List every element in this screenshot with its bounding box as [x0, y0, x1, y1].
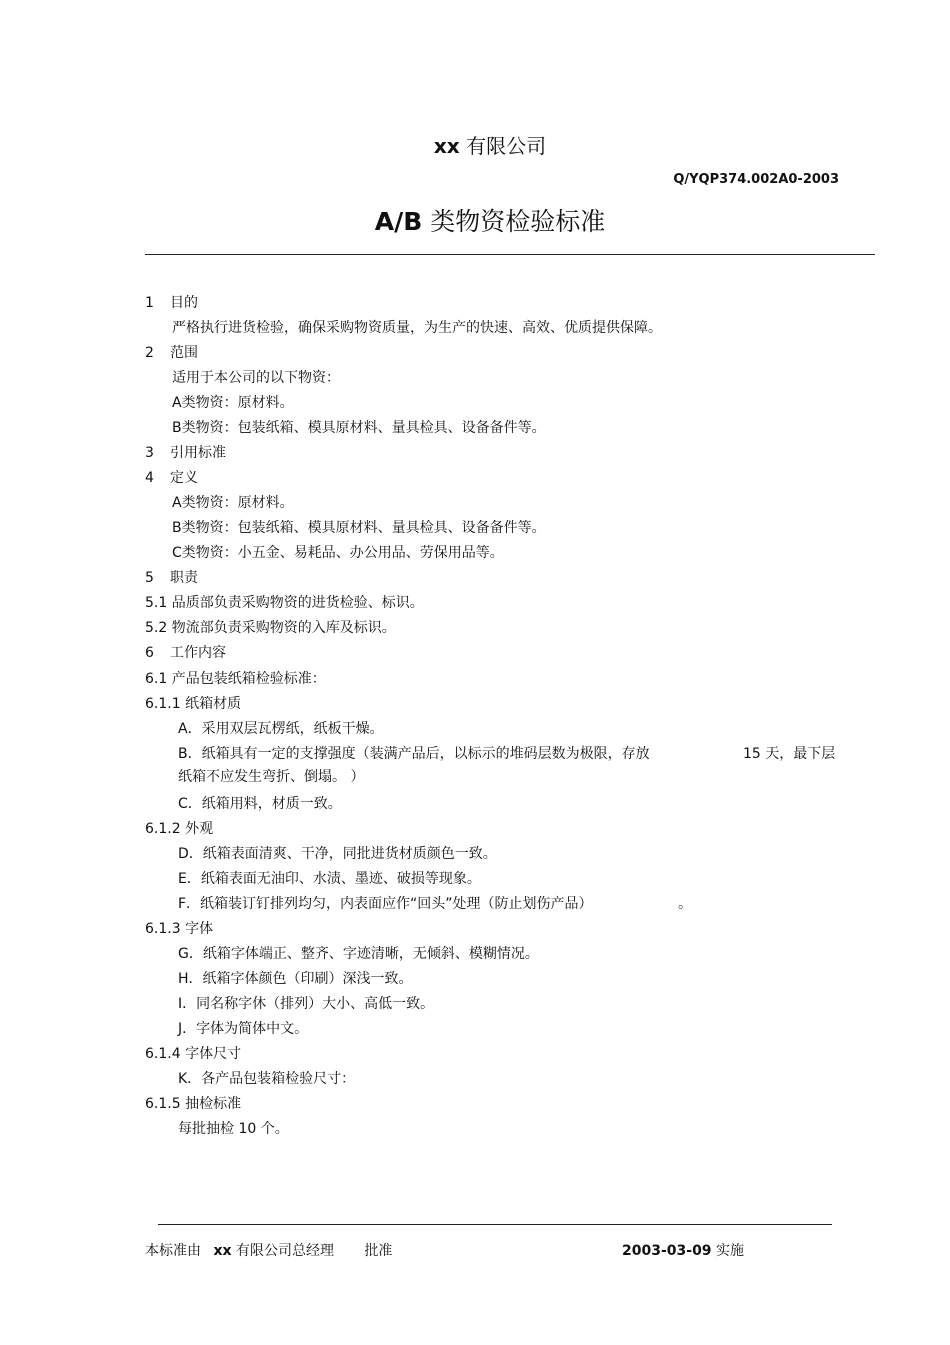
section-number: 1 — [145, 295, 154, 311]
section-title: 范围 — [170, 345, 198, 361]
section-6-1: 6.1 产品包装纸箱检验标准： — [145, 671, 326, 687]
section-number: 5 — [145, 570, 154, 586]
section-2-item-a: A类物资：原材料。 — [172, 395, 294, 411]
item-b-line-2: 纸箱不应发生弯折、倒塌。 ） — [178, 769, 365, 785]
section-number: 2 — [145, 345, 154, 361]
section-6-1-5: 6.1.5 抽检标准 — [145, 1096, 242, 1112]
header-divider — [145, 254, 875, 255]
section-4-item-a: A类物资：原材料。 — [172, 495, 294, 511]
section-1-text: 严格执行进货检验，确保采购物资质量，为生产的快速、高效、优质提供保障。 — [172, 320, 662, 336]
item-f-period: 。 — [678, 896, 692, 912]
footer-divider — [158, 1224, 832, 1225]
title-prefix: A/B — [374, 207, 423, 236]
document-title — [0, 202, 950, 238]
sampling-text: 每批抽检 10 个。 — [178, 1121, 289, 1137]
item-g: G．纸箱字体端正、整齐、字迹清晰，无倾斜、模糊情况。 — [178, 946, 539, 962]
item-h: H．纸箱字体颜色（印刷）深浅一致。 — [178, 971, 413, 987]
section-number: 6 — [145, 645, 154, 661]
title-main: 类物资检验标准 — [430, 207, 606, 236]
company-name-text: 有限公司 — [466, 134, 547, 158]
section-number: 4 — [145, 470, 154, 486]
section-2-text: 适用于本公司的以下物资： — [172, 370, 340, 386]
approval-word: 批准 — [364, 1243, 393, 1259]
item-i: I．同名称字休（排列）大小、高低一致。 — [178, 996, 435, 1012]
item-k: K．各产品包装箱检验尺寸： — [178, 1071, 356, 1087]
item-f: F．纸箱装订钉排列均匀，内表面应作“回头”处理（防止划伤产品） — [178, 896, 593, 912]
section-2-heading — [145, 343, 198, 363]
section-title: 工作内容 — [170, 645, 226, 661]
effective-word: 实施 — [716, 1243, 745, 1259]
section-5-2: 5.2 物流部负责采购物资的入库及标识。 — [145, 620, 396, 636]
company-name — [0, 130, 950, 159]
section-3-heading — [145, 443, 226, 463]
approval-statement — [145, 1240, 392, 1260]
section-4-heading — [145, 468, 198, 488]
item-b-days: 15 天，最下层 — [743, 746, 836, 762]
company-prefix: xx — [433, 134, 460, 158]
item-e: E．纸箱表面无油印、水渍、墨迹、破损等现象。 — [178, 871, 481, 887]
section-6-1-1: 6.1.1 纸箱材质 — [145, 696, 242, 712]
section-6-1-2: 6.1.2 外观 — [145, 821, 214, 837]
section-1-heading — [145, 293, 198, 313]
section-5-1: 5.1 品质部负责采购物资的进货检验、标识。 — [145, 595, 424, 611]
item-a: A．采用双层瓦楞纸，纸板干燥。 — [178, 721, 384, 737]
section-6-1-4: 6.1.4 字体尺寸 — [145, 1046, 242, 1062]
section-5-heading — [145, 568, 198, 588]
section-title: 目的 — [170, 295, 198, 311]
section-6-1-3: 6.1.3 字体 — [145, 921, 214, 937]
approval-company-prefix: xx — [213, 1243, 232, 1259]
section-title: 职责 — [170, 570, 198, 586]
effective-statement — [622, 1240, 744, 1260]
section-2-item-b: B类物资：包装纸箱、模具原材料、量具检具、设备备件等。 — [172, 420, 546, 436]
approval-prefix: 本标准由 — [145, 1243, 201, 1259]
section-title: 定义 — [170, 470, 198, 486]
section-4-item-b: B类物资：包装纸箱、模具原材料、量具检具、设备备件等。 — [172, 520, 546, 536]
section-6-heading — [145, 643, 226, 663]
effective-date: 2003-03-09 — [622, 1243, 712, 1259]
approval-suffix: 有限公司总经理 — [235, 1243, 334, 1259]
item-b-line-1: B．纸箱具有一定的支撑强度（装满产品后，以标示的堆码层数为极限，存放 — [178, 746, 650, 762]
item-d: D．纸箱表面清爽、干净，同批进货材质颜色一致。 — [178, 846, 497, 862]
section-number: 3 — [145, 445, 154, 461]
section-4-item-c: C类物资：小五金、易耗品、办公用品、劳保用品等。 — [172, 545, 504, 561]
item-j: J．字体为简体中文。 — [178, 1021, 309, 1037]
section-title: 引用标准 — [170, 445, 226, 461]
item-c: C．纸箱用料，材质一致。 — [178, 796, 342, 812]
document-code: Q/YQP374.002A0-2003 — [673, 172, 839, 187]
